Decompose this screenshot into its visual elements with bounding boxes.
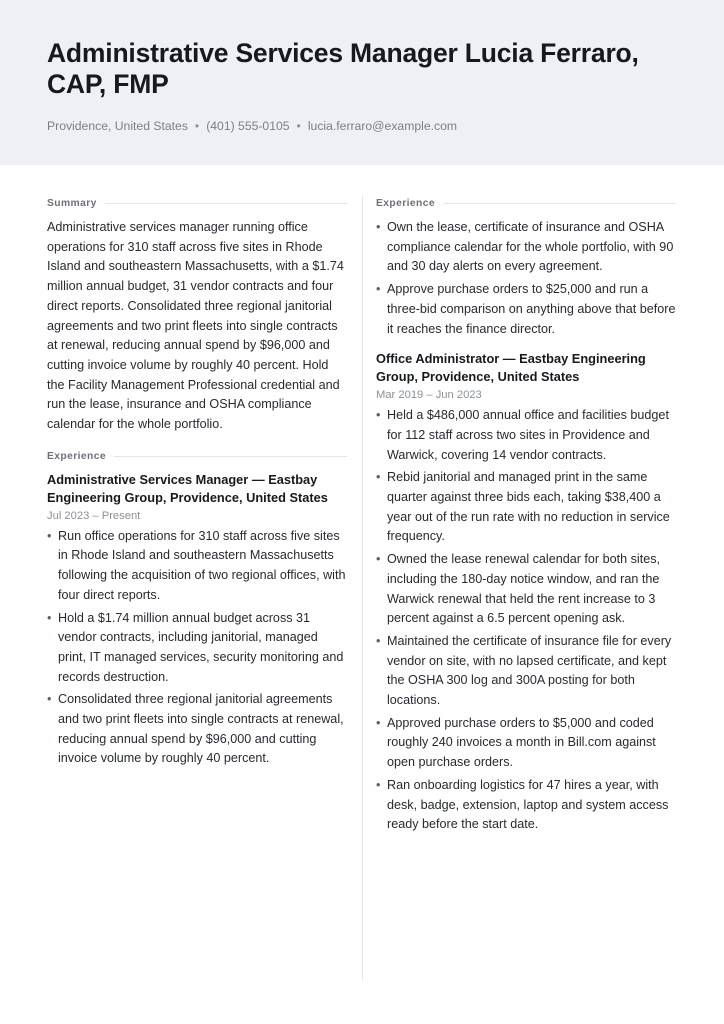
right-column (376, 198, 676, 838)
role-bullets (376, 406, 676, 835)
role-bullets (47, 527, 347, 769)
list-item: • Ran onboarding logistics for 47 hires a year, with desk, badge, extension, laptop and system access ready before the start date. (376, 777, 669, 832)
list-item: • Held a $486,000 annual office and facilities budget for 112 staff across two sites in Providence and Warwick, covering 14 vendor contracts. (376, 408, 669, 462)
list-item: • Own the lease, certificate of insurance and OSHA compliance calendar for the whole portfolio, with 90 and 30 day alerts on every agreement. (376, 220, 674, 274)
section-title: Experience (47, 450, 106, 462)
section-title: Summary (47, 198, 97, 209)
section-rule (443, 203, 676, 204)
list-item: • Consolidated three regional janitorial agreements and two print fleets into single contracts at renewal, reducing annual spend by $96,000 and cutting invoice volume by roughly 40 percent. (47, 692, 344, 766)
role-dates: Mar 2019 – Jun 2023 (376, 389, 482, 402)
role-dates: Jul 2023 – Present (47, 509, 141, 522)
contact-separator: • (194, 119, 200, 133)
location-text: Providence, United States (47, 119, 188, 133)
list-item: • Maintained the certificate of insurance file for every vendor on site, with no lapsed certificate, and kept the OSHA 300 log and 300A posting for both locations. (376, 633, 672, 708)
candidate-name: Administrative Services Manager Lucia Ferraro, CAP, FMP (47, 38, 639, 99)
resume-header (0, 0, 724, 165)
section-rule (114, 456, 347, 457)
contact-line (47, 119, 457, 133)
section-rule (105, 203, 347, 204)
role-title: Administrative Services Manager — Eastbay Engineering Group, Providence, United States (47, 471, 328, 505)
list-item: • Hold a $1.74 million annual budget across 31 vendor contracts, including janitorial, managed print, IT managed services, security monitoring and records destruction. (47, 610, 344, 684)
role-title: Office Administrator — Eastbay Engineering Group, Providence, United States (376, 351, 646, 385)
column-divider (362, 196, 363, 980)
list-item: • Approved purchase orders to $5,000 and coded roughly 240 invoices a month in Bill.com against open purchase orders. (376, 715, 656, 770)
contact-separator: • (296, 119, 301, 133)
summary-section-header (47, 198, 347, 209)
list-item: • Rebid janitorial and managed print in the same quarter against three bids each, taking $38,400 a year out of the run rate with no reduction in service frequency. (376, 470, 670, 544)
continued-bullets (376, 218, 676, 339)
experience-section-header (376, 198, 676, 209)
email-text: lucia.ferraro@example.com (307, 119, 458, 133)
phone-text: (401) 555-0105 (206, 119, 290, 133)
list-item: • Owned the lease renewal calendar for both sites, including the 180-day notice window, and ran the Warwick renewal that held the rent increase to 3 percent against a 6.5 percent opening ask. (376, 552, 661, 626)
summary-text: Administrative services manager running office operations for 310 staff across five sites in Rhode Island and southeastern Massachusetts, with a $1.74 million annual budget, 31 vendor contracts and four direct reports. Consolidated three regional janitorial agreements and two print fleets into single contracts at renewal, reducing annual spend by $96,000 and cutting invoice volume by roughly 40 percent. Hold the Facility Management Professional credential and run the lease, insurance and OSHA compliance calendar for the whole portfolio. (47, 220, 344, 432)
list-item: • Approve purchase orders to $25,000 and run a three-bid comparison on anything above that before it reaches the finance director. (376, 282, 676, 336)
section-title: Experience (376, 198, 435, 209)
left-column (47, 198, 347, 772)
list-item: • Run office operations for 310 staff across five sites in Rhode Island and southeastern Massachusetts following the acquisition of two regional offices, with four direct reports. (47, 528, 346, 602)
experience-section-header (47, 451, 347, 462)
